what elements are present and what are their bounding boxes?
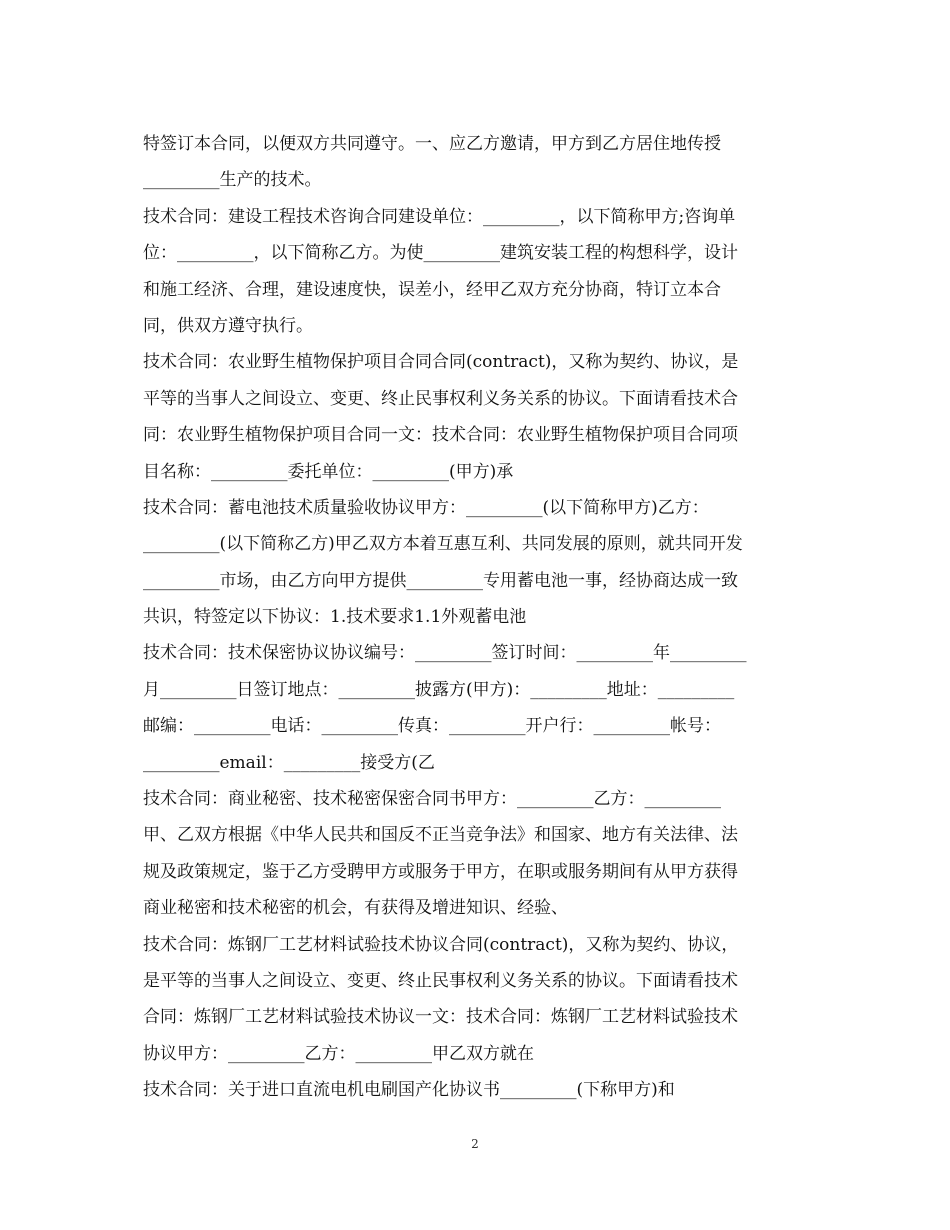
text-line: 技术合同：农业野生植物保护项目合同合同(contract)，又称为契约、协议，是 [143, 352, 739, 373]
text-line: 技术合同：商业秘密、技术秘密保密合同书甲方：_________乙方：_________ [143, 789, 721, 810]
document-body [143, 126, 823, 1109]
text-line: _________(以下简称乙方)甲乙双方本着互惠互利、共同发展的原则，就共同开发 [143, 534, 743, 555]
text-line: 技术合同：关于进口直流电机电刷国产化协议书_________(下称甲方)和 [143, 1080, 675, 1101]
text-line: 邮编：_________电话：_________传真：_________开户行：_________帐号： [143, 716, 721, 737]
text-line: 同，供双方遵守执行。 [143, 315, 313, 336]
text-line: _________市场，由乙方向甲方提供_________专用蓄电池一事，经协商达成一致 [143, 570, 738, 591]
text-line: 技术合同：蓄电池技术质量验收协议甲方：_________(以下简称甲方)乙方： [143, 497, 709, 518]
text-line: 位：_________，以下简称乙方。为使_________建筑安装工程的构想科学，设计 [143, 243, 738, 264]
text-line: 平等的当事人之间设立、变更、终止民事权利义务关系的协议。下面请看技术合 [143, 388, 738, 409]
text-line: 技术合同：技术保密协议协议编号：_________签订时间：_________年_________ [143, 643, 747, 664]
text-line: 月_________日签订地点：_________披露方(甲方)：_________地址：_________ [143, 679, 735, 700]
text-line: 同：农业野生植物保护项目合同一文：技术合同：农业野生植物保护项目合同项 [143, 425, 738, 446]
text-line: 合同：炼钢厂工艺材料试验技术协议一文：技术合同：炼钢厂工艺材料试验技术 [143, 1007, 738, 1028]
page-number: 2 [471, 1137, 479, 1151]
text-line: 技术合同：炼钢厂工艺材料试验技术协议合同(contract)，又称为契约、协议， [143, 934, 739, 955]
text-line: 甲、乙双方根据《中华人民共和国反不正当竞争法》和国家、地方有关法律、法 [143, 825, 738, 846]
text-line: 规及政策规定，鉴于乙方受聘甲方或服务于甲方，在职或服务期间有从甲方获得 [143, 861, 738, 882]
text-line: 共识，特签定以下协议：1.技术要求1.1外观蓄电池 [143, 607, 527, 628]
text-line: 特签订本合同，以便双方共同遵守。一、应乙方邀请，甲方到乙方居住地传授 [143, 134, 721, 154]
text-line: _________生产的技术。 [143, 170, 322, 191]
text-line: _________email：_________接受方(乙 [143, 752, 435, 773]
text-line: 商业秘密和技术秘密的机会，有获得及增进知识、经验、 [143, 898, 568, 919]
text-line: 和施工经济、合理，建设速度快，误差小，经甲乙双方充分协商，特订立本合 [143, 279, 721, 300]
text-line: 技术合同：建设工程技术咨询合同建设单位：_________，以下简称甲方;咨询单 [143, 206, 736, 227]
text-line: 协议甲方：_________乙方：_________甲乙双方就在 [143, 1043, 534, 1064]
text-line: 是平等的当事人之间设立、变更、终止民事权利义务关系的协议。下面请看技术 [143, 970, 738, 991]
text-line: 目名称：_________委托单位：_________(甲方)承 [143, 461, 514, 482]
